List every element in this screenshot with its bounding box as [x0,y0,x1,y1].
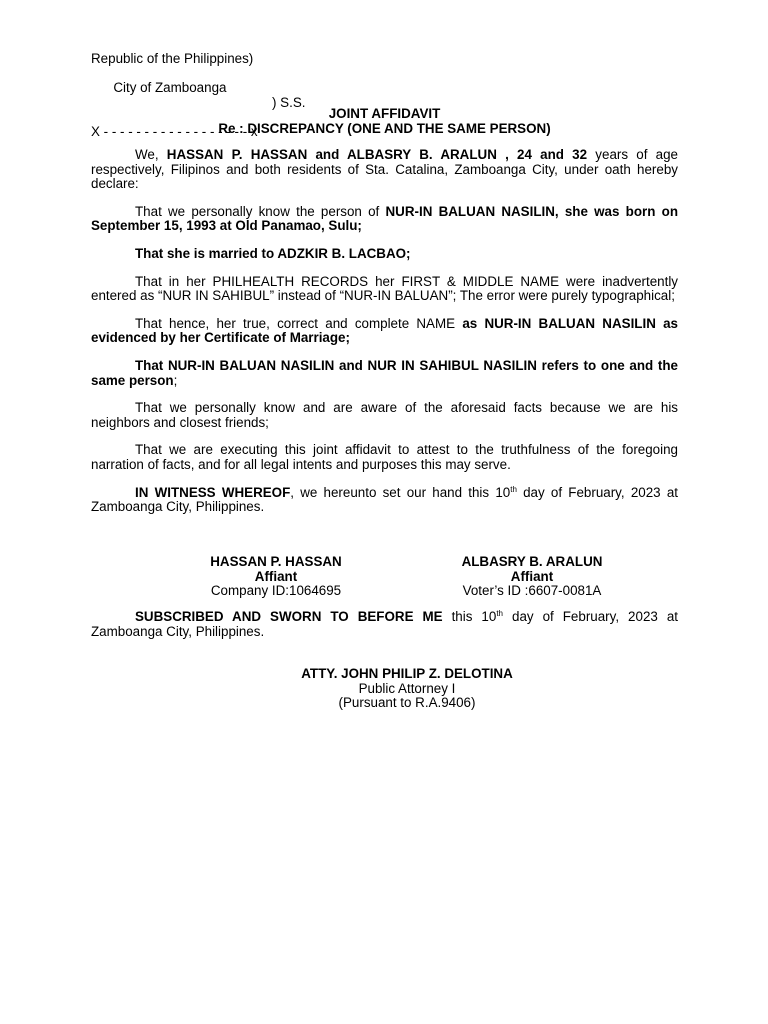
jurat-text-b: this 10 [442,609,497,624]
notary-basis: (Pursuant to R.A.9406) [338,695,476,711]
affidavit-body [91,148,678,528]
paragraph-philhealth [91,275,678,304]
p1-affiant-names: HASSAN P. HASSAN and ALBASRY B. ARALUN , 24 and 32 [166,147,588,162]
p6-semicolon: ; [173,372,178,388]
jurat-ordinal-suffix: th [496,609,503,618]
p5-true-name: as NUR-IN BALUAN NASILIN as evidenced by her Certificate of Marriage; [91,315,678,346]
jurat-block [91,610,678,639]
paragraph-person-known [91,205,678,234]
document-title: JOINT AFFIDAVIT [328,106,441,121]
p5-text-a: That hence, her true, correct and complete NAME [135,315,463,331]
paragraph-neighbors [91,401,678,430]
venue-line-x: X - - - - - - - - - - - - - - - - - - x [91,123,258,139]
paragraph-same-person [91,359,678,388]
signatory-left [196,555,356,599]
p2-person-details: NUR-IN BALUAN NASILIN, she was born on September 15, 1993 at Old Panamao, Sulu; [91,203,678,234]
p4-text: That in her PHILHEALTH RECORDS her FIRST & MIDDLE NAME were inadvertently entered as “NUR IN SAHIBUL” instead of “NUR-IN BALUAN”; The error were purely typographical; [91,273,678,304]
jurat-text-c: day of February, 2023 at Zamboanga City, Philippines. [91,609,678,639]
p1-text-a: We, [135,147,167,162]
p3-married-text: That she is married to ADZKIR B. LACBAO; [135,245,411,261]
jurat-heading: SUBSCRIBED AND SWORN TO BEFORE ME [135,609,443,624]
p2-text-a: That we personally know the person of [135,203,386,219]
signatory-right-name: ALBASRY B. ARALUN [461,554,603,569]
venue-line-republic: Republic of the Philippines) [91,51,254,66]
document-subject: Re : DISCREPANCY (ONE AND THE SAME PERSON) [218,120,551,136]
signatory-right-id: Voter’s ID :6607-0081A [462,583,602,599]
paragraph-witness-whereof [91,486,678,515]
notary-title: Public Attorney I [358,680,456,696]
document-title-block [91,107,678,136]
p1-text-c: years of age respectively, Filipinos and both residents of Sta. Catalina, Zamboanga City, under oath hereby declare: [91,147,678,192]
paragraph-married [91,247,678,262]
paragraph-true-name [91,317,678,346]
jurat-paragraph [91,610,678,639]
venue-city-text: City of Zamboanga [113,80,227,96]
p9-witness-heading: IN WITNESS WHEREOF [135,484,291,500]
p9-text-b: , we hereunto set our hand this 10 [290,484,511,500]
notary-name: ATTY. JOHN PHILIP Z. DELOTINA [301,666,513,681]
venue-ss-text: ) S.S. [272,94,306,110]
p9-ordinal-suffix: th [510,484,517,494]
signatory-left-role: Affiant [254,568,298,584]
p9-text-c: day of February, 2023 at Zamboanga City, Philippines. [91,484,678,515]
signatory-left-id: Company ID:1064695 [210,583,342,599]
signatory-right [452,555,612,599]
p6-same-person-text: That NUR-IN BALUAN NASILIN and NUR IN SAHIBUL NASILIN refers to one and the same person [91,357,678,388]
paragraph-executing [91,443,678,472]
signatory-left-name: HASSAN P. HASSAN [210,554,342,569]
p8-text: That we are executing this joint affidavit to attest to the truthfulness of the foregoing narration of facts, and for all legal intents and purposes this may serve. [91,442,678,472]
signatory-right-role: Affiant [510,568,554,584]
notary-block [200,667,614,711]
paragraph-affiants [91,148,678,192]
p7-text: That we personally know and are aware of the aforesaid facts because we are his neighbors and closest friends; [91,400,678,430]
